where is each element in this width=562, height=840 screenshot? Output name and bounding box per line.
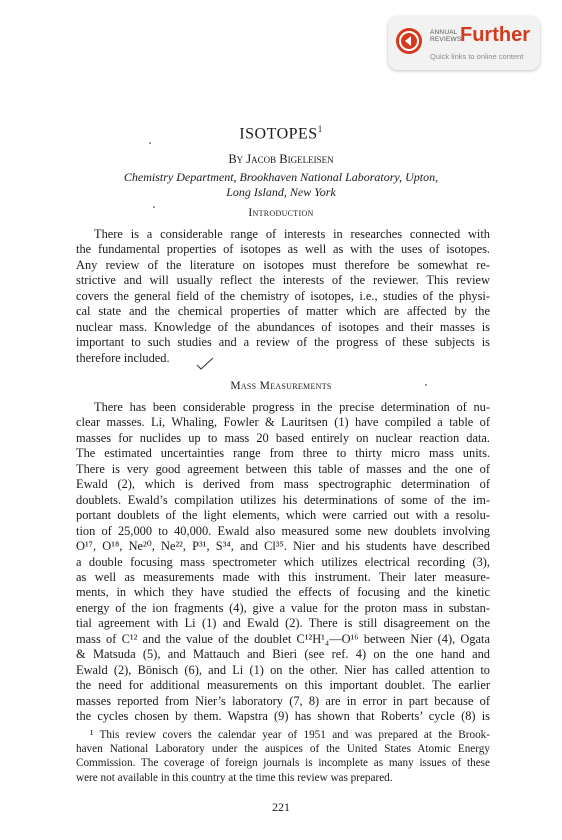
text-line: nuclear mass. Knowledge of the abundances of isotopes and their masses is — [76, 319, 490, 334]
text-line: doublets. Ewald’s compilation utilizes his determinations of some of the im- — [76, 492, 490, 507]
text-line: as well as measurements made with this instrument. Their later measure- — [76, 569, 490, 584]
section-heading-introduction — [0, 207, 562, 219]
further-label: Further — [460, 24, 530, 46]
text-line: & Matsuda (5), and Mattauch and Bieri (see ref. 4) on the one hand and — [76, 647, 490, 662]
section-heading-mass-measurements — [0, 380, 562, 392]
text-line: portant doublets of the light elements, which were carried out with a resolu- — [76, 508, 490, 523]
byline — [0, 152, 562, 167]
mass-measurements-paragraph — [76, 400, 490, 725]
reviews-label: REVIEWS — [430, 36, 462, 43]
text-line: important to such studies and a review of the progress of these subjects is — [76, 335, 490, 350]
affiliation — [0, 170, 562, 200]
annual-reviews-label — [430, 29, 461, 43]
annual-reviews-further-banner[interactable] — [388, 16, 540, 70]
affiliation-line1: Chemistry Department, Brookhaven National Laboratory, Upton, — [123, 170, 439, 184]
footnote-line: Commission. The coverage of foreign journals is incomplete as many issues of these — [76, 757, 490, 770]
text-line: therefore included. — [76, 350, 170, 365]
title-footnote-mark: 1 — [317, 124, 323, 134]
text-line: strictive and will usually reflect the interests of the reviewer. This review — [76, 273, 490, 288]
text-line: There has been considerable progress in the precise determination of nu- — [94, 400, 490, 414]
footnote-line: haven National Laboratory under the auspices of the United States Atomic Energy — [76, 743, 490, 756]
footnote-line: ¹ This review covers the calendar year of 1951 and was prepared at the Brook- — [90, 729, 490, 741]
text-line: ments, in which they have studied the effects of focusing and the kinetic — [76, 585, 490, 600]
title-text: ISOTOPES — [239, 125, 318, 143]
text-line: Any review of the literature on isotopes must therefore be somewhat re- — [76, 257, 490, 272]
text-line: masses reported from Nier’s laboratory (7, 8) are in error in part because of — [76, 693, 490, 708]
text-line: tion of 25,000 to 40,000. Ewald also measured some new doublets involving — [76, 523, 490, 538]
further-subtitle: Quick links to online content — [430, 52, 524, 61]
text-line: the cycles chosen by them. Wapstra (9) has shown that Roberts’ cycle (8) is — [76, 709, 490, 724]
further-play-icon — [396, 28, 422, 54]
text-line: The estimated uncertainties range from three to thirty micro mass units. — [76, 446, 490, 461]
text-line: covers the general field of the chemistry of isotopes, i.e., studies of the physi- — [76, 288, 490, 303]
text-line: There is very good agreement between this table of masses and the one of — [76, 461, 490, 476]
text-line: There is a considerable range of interests in researches connected with — [94, 227, 490, 241]
text-line: cal state and the chemical properties of matter which are affected by the — [76, 304, 490, 319]
text-line: the fundamental properties of isotopes as well as with the uses of isotopes. — [76, 242, 490, 257]
text-line: Ewald (2), Bönisch (6), and Li (1) on the other. Nier has called attention to — [76, 662, 490, 677]
byline-text: By Jacob Bigeleisen — [228, 152, 334, 166]
section-heading-mass-measurements-text: Mass Measurements — [230, 380, 332, 392]
text-line: mass of C¹² and the value of the doublet C¹²H¹₄—O¹⁶ between Nier (4), Ogata — [76, 631, 490, 646]
annual-label: ANNUAL — [430, 29, 458, 36]
footnote — [76, 728, 490, 785]
affiliation-line2: Long Island, New York — [226, 185, 336, 199]
footnote-line: were not available in this country at the time this review was prepared. — [76, 771, 393, 784]
handwritten-check-mark-icon — [196, 357, 214, 371]
text-line: tial agreement with Li (1) and Ewald (2). There is still disagreement on the — [76, 616, 490, 631]
section-heading-introduction-text: Introduction — [248, 207, 314, 219]
introduction-paragraph — [76, 227, 490, 366]
text-line: a double focusing mass spectrometer which utilizes electrical recording (3), — [76, 554, 490, 569]
text-line: energy of the ion fragments (4), give a value for the proton mass in substan- — [76, 600, 490, 615]
page-number: 221 — [272, 800, 290, 814]
article-title — [0, 124, 562, 143]
text-line: masses for nuclides up to mass 20 based entirely on nuclear reaction data. — [76, 430, 490, 445]
text-line: the need for additional measurements on this important doublet. The earlier — [76, 678, 490, 693]
text-line: O¹⁷, O¹⁸, Ne²⁰, Ne²², P³¹, S³⁴, and Cl³⁵. Nier and his students have described — [76, 539, 490, 554]
text-line: clear masses. Li, Whaling, Fowler & Lauritsen (1) have compiled a table of — [76, 415, 490, 430]
text-line: Ewald (2), which is derived from mass spectrographic determination of — [76, 477, 490, 492]
